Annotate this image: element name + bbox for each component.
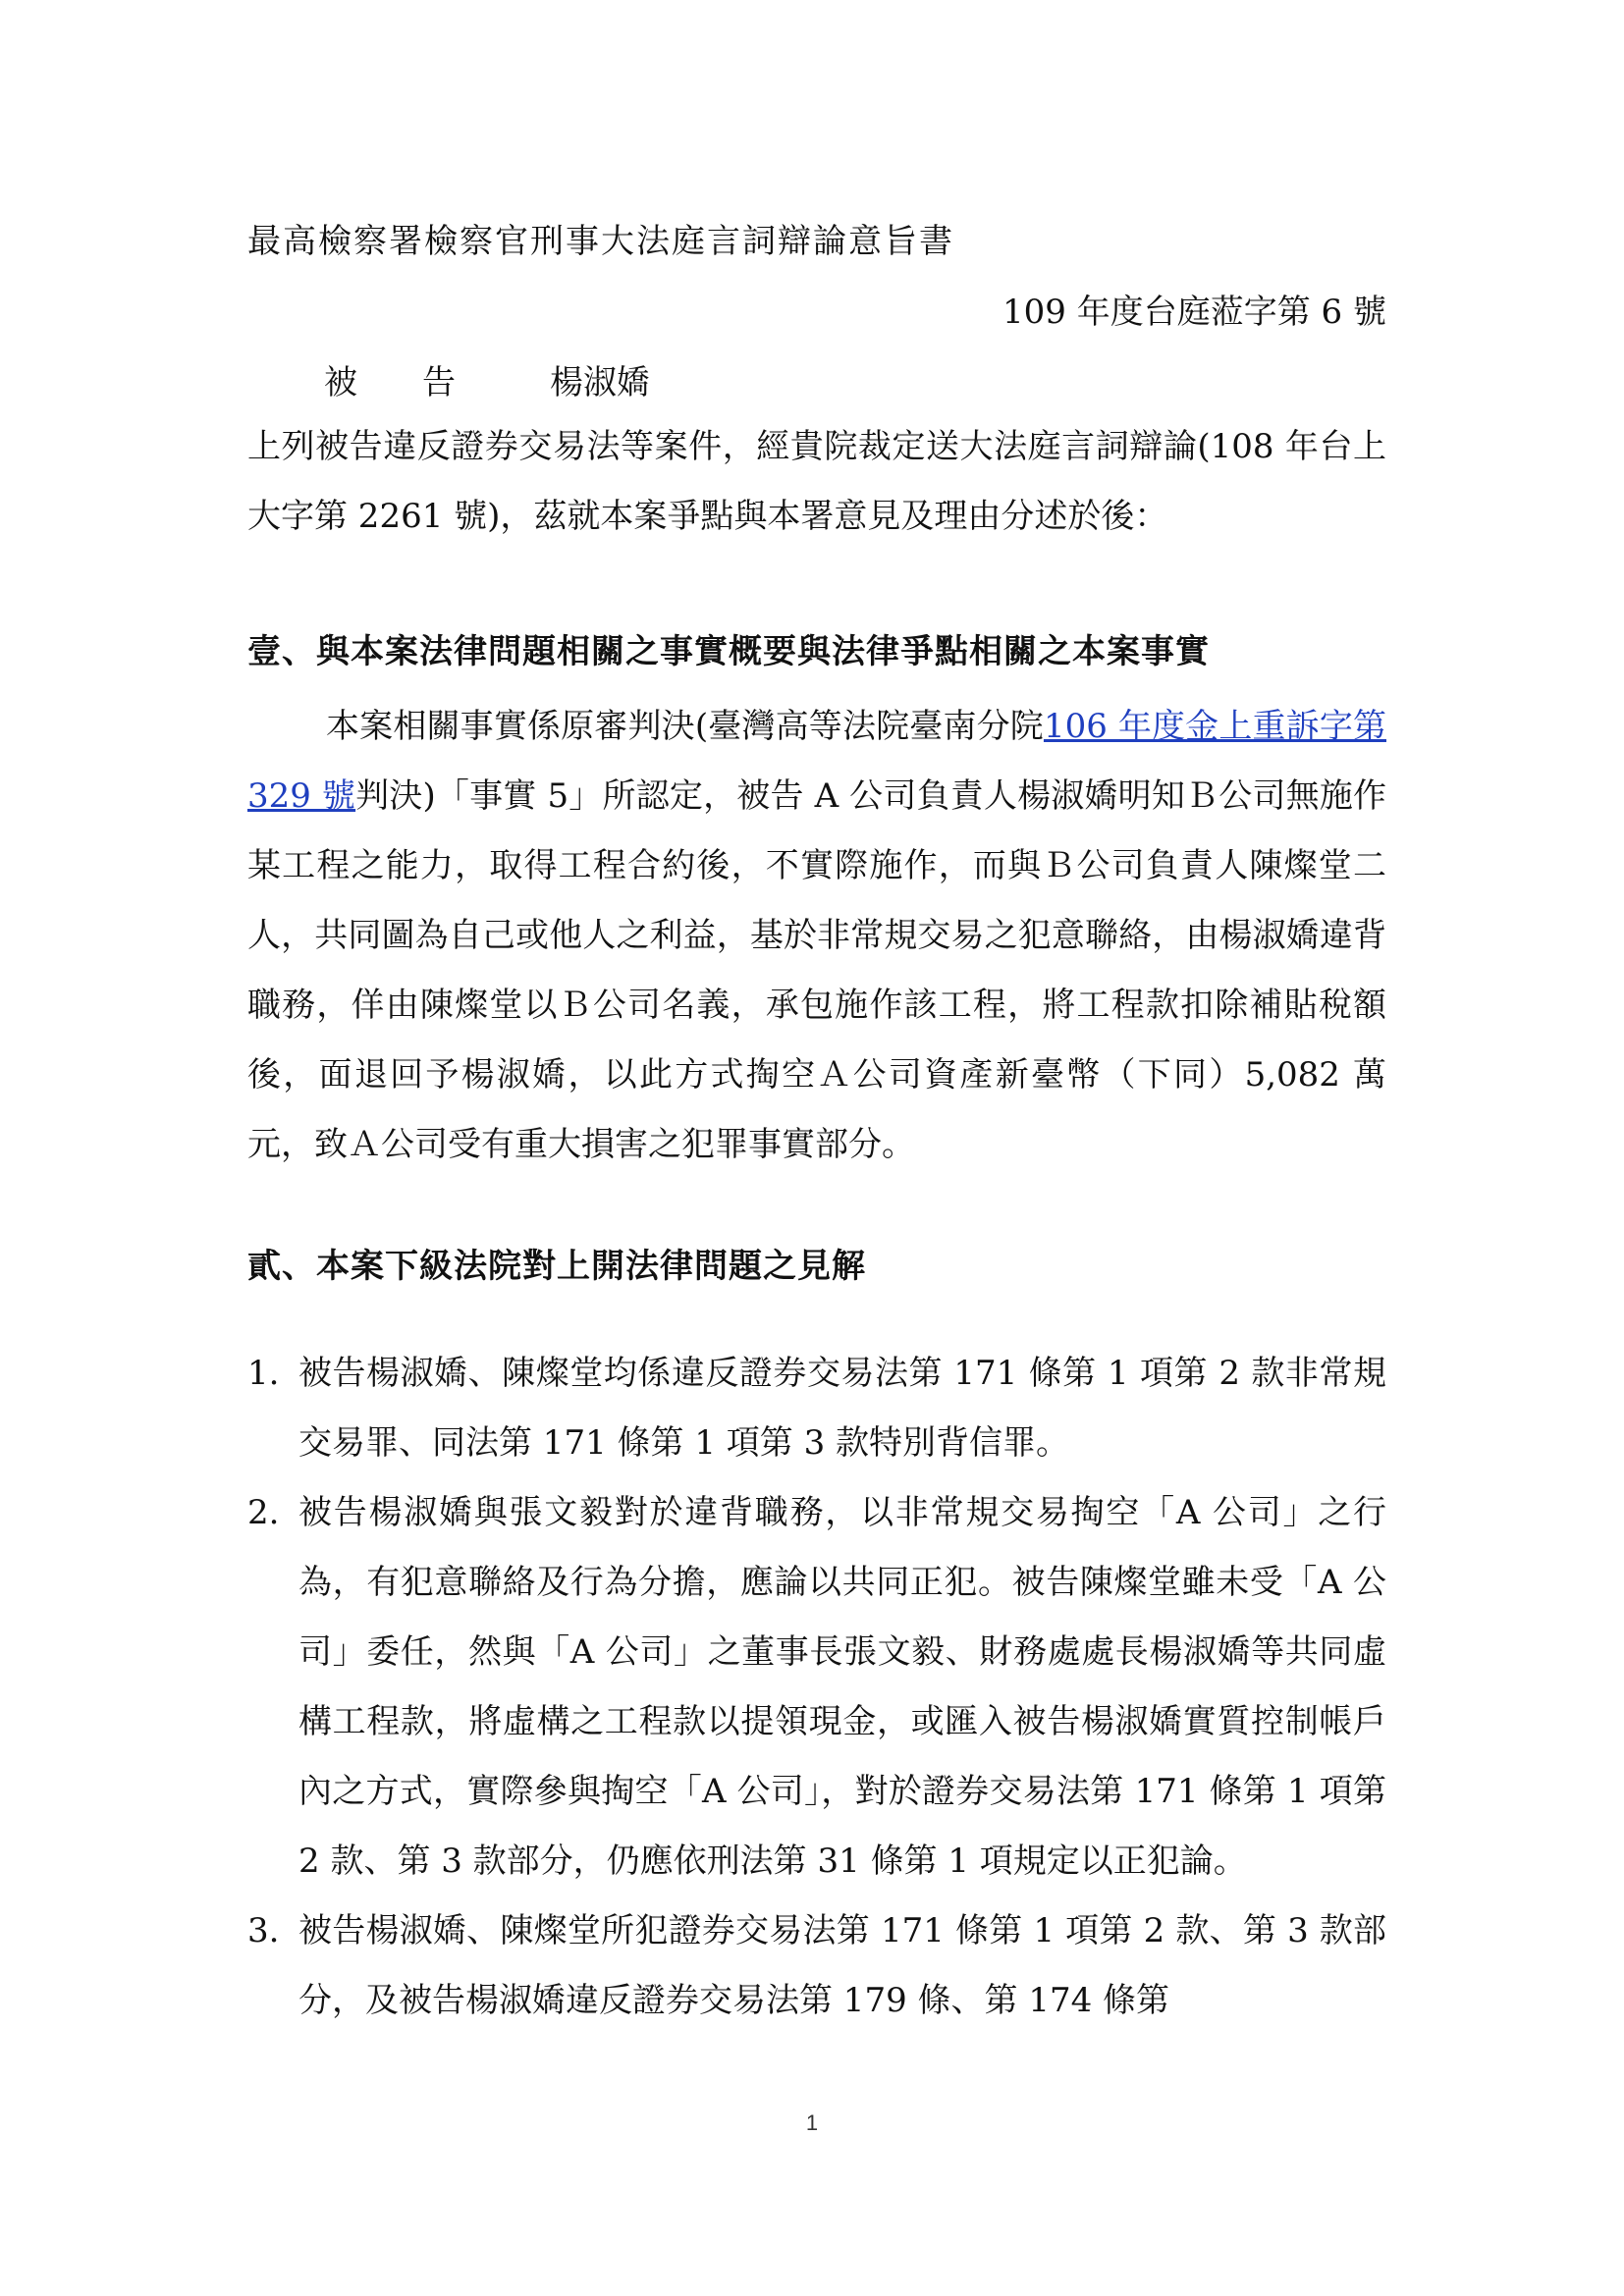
- document-title: 最高檢察署檢察官刑事大法庭言詞辯論意旨書: [247, 222, 954, 261]
- list-item-text: 被告楊淑嬌、陳燦堂所犯證券交易法第 171 條第 1 項第 2 款、第 3 款部分，及被告楊淑嬌違反證券交易法第 179 條、第 174 條第: [298, 1911, 1386, 2020]
- section-1-text-after-link: 判決)「事實 5」所認定，被告 A 公司負責人楊淑嬌明知Ｂ公司無施作某工程之能力，取得工程合約後，不實際施作，而與Ｂ公司負責人陳燦堂二人，共同圖為自己或他人之利益，基於非常規交易之犯意聯絡，由楊淑嬌違背職務，佯由陳燦堂以Ｂ公司名義，承包施作該工程，將工程款扣除補貼稅額後，面退回予楊淑嬌，以此方式掏空Ａ公司資產新臺幣（下同）5,082 萬元，致Ａ公司受有重大損害之犯罪事實部分。: [247, 776, 1387, 1164]
- case-number: 109 年度台庭蒞字第 6 號: [1002, 293, 1386, 332]
- opinion-list: [247, 1339, 1386, 2036]
- list-item-text: 被告楊淑嬌與張文毅對於違背職務，以非常規交易掏空「A 公司」之行為，有犯意聯絡及行為分擔，應論以共同正犯。被告陳燦堂雖未受「A 公司」委任，然與「A 公司」之董事長張文毅、財務處處長楊淑嬌等共同虛構工程款，將虛構之工程款以提領現金，或匯入被告楊淑嬌實質控制帳戶內之方式，實際參與掏空「A 公司」，對於證券交易法第 171 條第 1 項第 2 款、第 3 款部分，仍應依刑法第 31 條第 1 項規定以正犯論。: [298, 1493, 1386, 1881]
- section-1-heading: 壹、與本案法律問題相關之事實概要與法律爭點相關之本案事實: [247, 632, 1210, 671]
- list-item-number: 3.: [247, 1911, 280, 1950]
- list-item: [247, 1339, 1386, 1478]
- defendant-label: 被告: [324, 363, 520, 402]
- page-number: 1: [805, 2110, 819, 2135]
- list-item-number: 1.: [247, 1354, 280, 1393]
- defendant-name: 楊淑嬌: [550, 363, 650, 402]
- section-2-heading: 貳、本案下級法院對上開法律問題之見解: [247, 1247, 866, 1286]
- defendant-line: [324, 355, 650, 403]
- list-item-number: 2.: [247, 1493, 280, 1532]
- list-item: [247, 1478, 1386, 1896]
- section-1-text-before-link: 本案相關事實係原審判決(臺灣高等法院臺南分院: [326, 707, 1044, 746]
- judgment-link[interactable]: 106 年度金上重訴字第 329 號: [247, 707, 1386, 816]
- list-item-text: 被告楊淑嬌、陳燦堂均係違反證券交易法第 171 條第 1 項第 2 款非常規交易罪、同法第 171 條第 1 項第 3 款特別背信罪。: [298, 1354, 1386, 1463]
- list-item: [247, 1896, 1386, 2036]
- section-1-paragraph: [247, 692, 1386, 1180]
- intro-paragraph: 上列被告違反證券交易法等案件，經貴院裁定送大法庭言詞辯論(108 年台上大字第 2261 號)，茲就本案爭點與本署意見及理由分述於後：: [247, 427, 1386, 536]
